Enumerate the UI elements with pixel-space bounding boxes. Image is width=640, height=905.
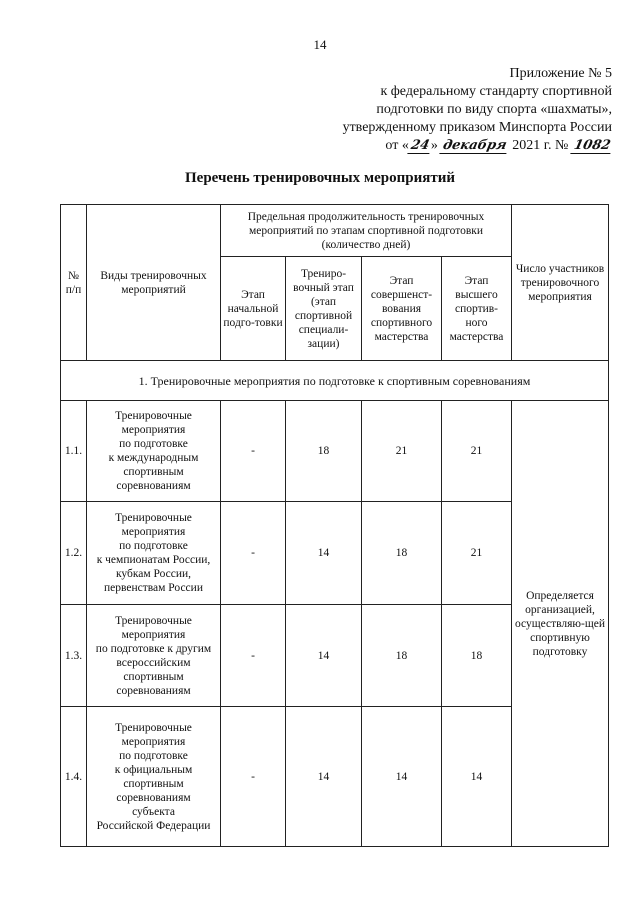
appendix-line-4: утвержденному приказом Минспорта России: [342, 120, 612, 135]
row-kind-line: Тренировочные: [115, 614, 192, 627]
header-stage-training: Трениро-вочный этап (этап спортивной специали-зации): [286, 257, 362, 361]
row-kind-line: мероприятия: [121, 735, 186, 748]
row-kind-line: по подготовке: [119, 540, 188, 552]
row-kind-line: соревнованиям: [116, 791, 191, 804]
participants-value: Определяется организацией, осуществляю-щей спортивную подготовку: [512, 401, 609, 847]
row-number: 1.2.: [61, 502, 87, 605]
cell-training: 14: [286, 502, 362, 605]
row-kind-line: к чемпионатам России,: [96, 554, 211, 566]
cell-training: 14: [286, 707, 362, 847]
date-prefix: от «: [385, 138, 409, 153]
table-row: [61, 401, 609, 502]
row-kind-line: мероприятия: [121, 424, 186, 436]
row-kind: [87, 502, 221, 605]
row-kind: [87, 605, 221, 707]
cell-initial: -: [221, 707, 286, 847]
cell-improvement: 18: [362, 502, 442, 605]
header-stage-improvement: Этап совершенст-вования спортивного мастерства: [362, 257, 442, 361]
handwritten-day: 24: [407, 138, 432, 154]
cell-training: 14: [286, 605, 362, 707]
cell-improvement: 18: [362, 605, 442, 707]
header-duration: Предельная продолжительность тренировочных мероприятий по этапам спортивной подготовки (количество дней): [221, 205, 512, 257]
order-date-line: [282, 137, 612, 155]
cell-initial: -: [221, 605, 286, 707]
cell-highest: 21: [442, 401, 512, 502]
cell-improvement: 21: [362, 401, 442, 502]
appendix-line-2: к федеральному стандарту спортивной: [380, 84, 612, 99]
row-kind-line: субъекта: [132, 805, 175, 818]
row-kind-line: мероприятия: [121, 628, 186, 641]
header-kinds: Виды тренировочных мероприятий: [87, 205, 221, 361]
row-kind-line: Тренировочные: [115, 410, 192, 422]
row-kind-line: по подготовке: [119, 749, 188, 762]
cell-improvement: 14: [362, 707, 442, 847]
row-kind-line: спортивным: [123, 670, 184, 683]
header-participants: Число участников тренировочного мероприятия: [512, 205, 609, 361]
row-kind-line: Тренировочные: [115, 721, 192, 734]
cell-highest: 14: [442, 707, 512, 847]
handwritten-month: декабря: [440, 138, 511, 154]
cell-initial: -: [221, 401, 286, 502]
header-number: № п/п: [61, 205, 87, 361]
row-kind-line: соревнованиям: [116, 480, 191, 492]
page-number: 14: [313, 37, 327, 52]
row-kind: [87, 401, 221, 502]
row-kind-line: к международным: [108, 452, 199, 464]
row-kind-line: всероссийским: [116, 656, 191, 669]
row-kind-line: к официальным: [114, 763, 193, 776]
document-title: Перечень тренировочных мероприятий: [185, 170, 455, 186]
row-number: 1.4.: [61, 707, 87, 847]
row-kind-line: спортивным: [123, 466, 184, 478]
row-kind-line: мероприятия: [121, 526, 186, 538]
row-kind: [87, 707, 221, 847]
row-kind-line: кубкам России,: [115, 568, 192, 580]
header-stage-initial: Этап начальной подго-товки: [221, 257, 286, 361]
cell-initial: -: [221, 502, 286, 605]
date-mid: »: [430, 138, 442, 153]
appendix-line-3: подготовки по виду спорта «шахматы»,: [376, 102, 612, 117]
row-kind-line: по подготовке: [119, 438, 188, 450]
cell-highest: 21: [442, 502, 512, 605]
row-kind-line: первенствам России: [104, 582, 203, 594]
date-year: 2021 г. №: [508, 138, 572, 153]
section-heading: 1. Тренировочные мероприятия по подготовке к спортивным соревнованиям: [61, 361, 609, 401]
training-events-table: [60, 204, 609, 847]
row-kind-line: Российской Федерации: [96, 819, 211, 832]
cell-highest: 18: [442, 605, 512, 707]
header-stage-highest: Этап высшего спортив-ного мастерства: [442, 257, 512, 361]
row-kind-line: по подготовке к другим: [95, 642, 212, 655]
row-kind-line: спортивным: [123, 777, 184, 790]
row-kind-line: соревнованиям: [116, 684, 191, 697]
row-number: 1.3.: [61, 605, 87, 707]
appendix-line-1: Приложение № 5: [509, 66, 612, 81]
row-number: 1.1.: [61, 401, 87, 502]
appendix-header: [282, 65, 612, 155]
handwritten-order-number: 1082: [570, 138, 614, 154]
cell-training: 18: [286, 401, 362, 502]
row-kind-line: Тренировочные: [115, 512, 192, 524]
